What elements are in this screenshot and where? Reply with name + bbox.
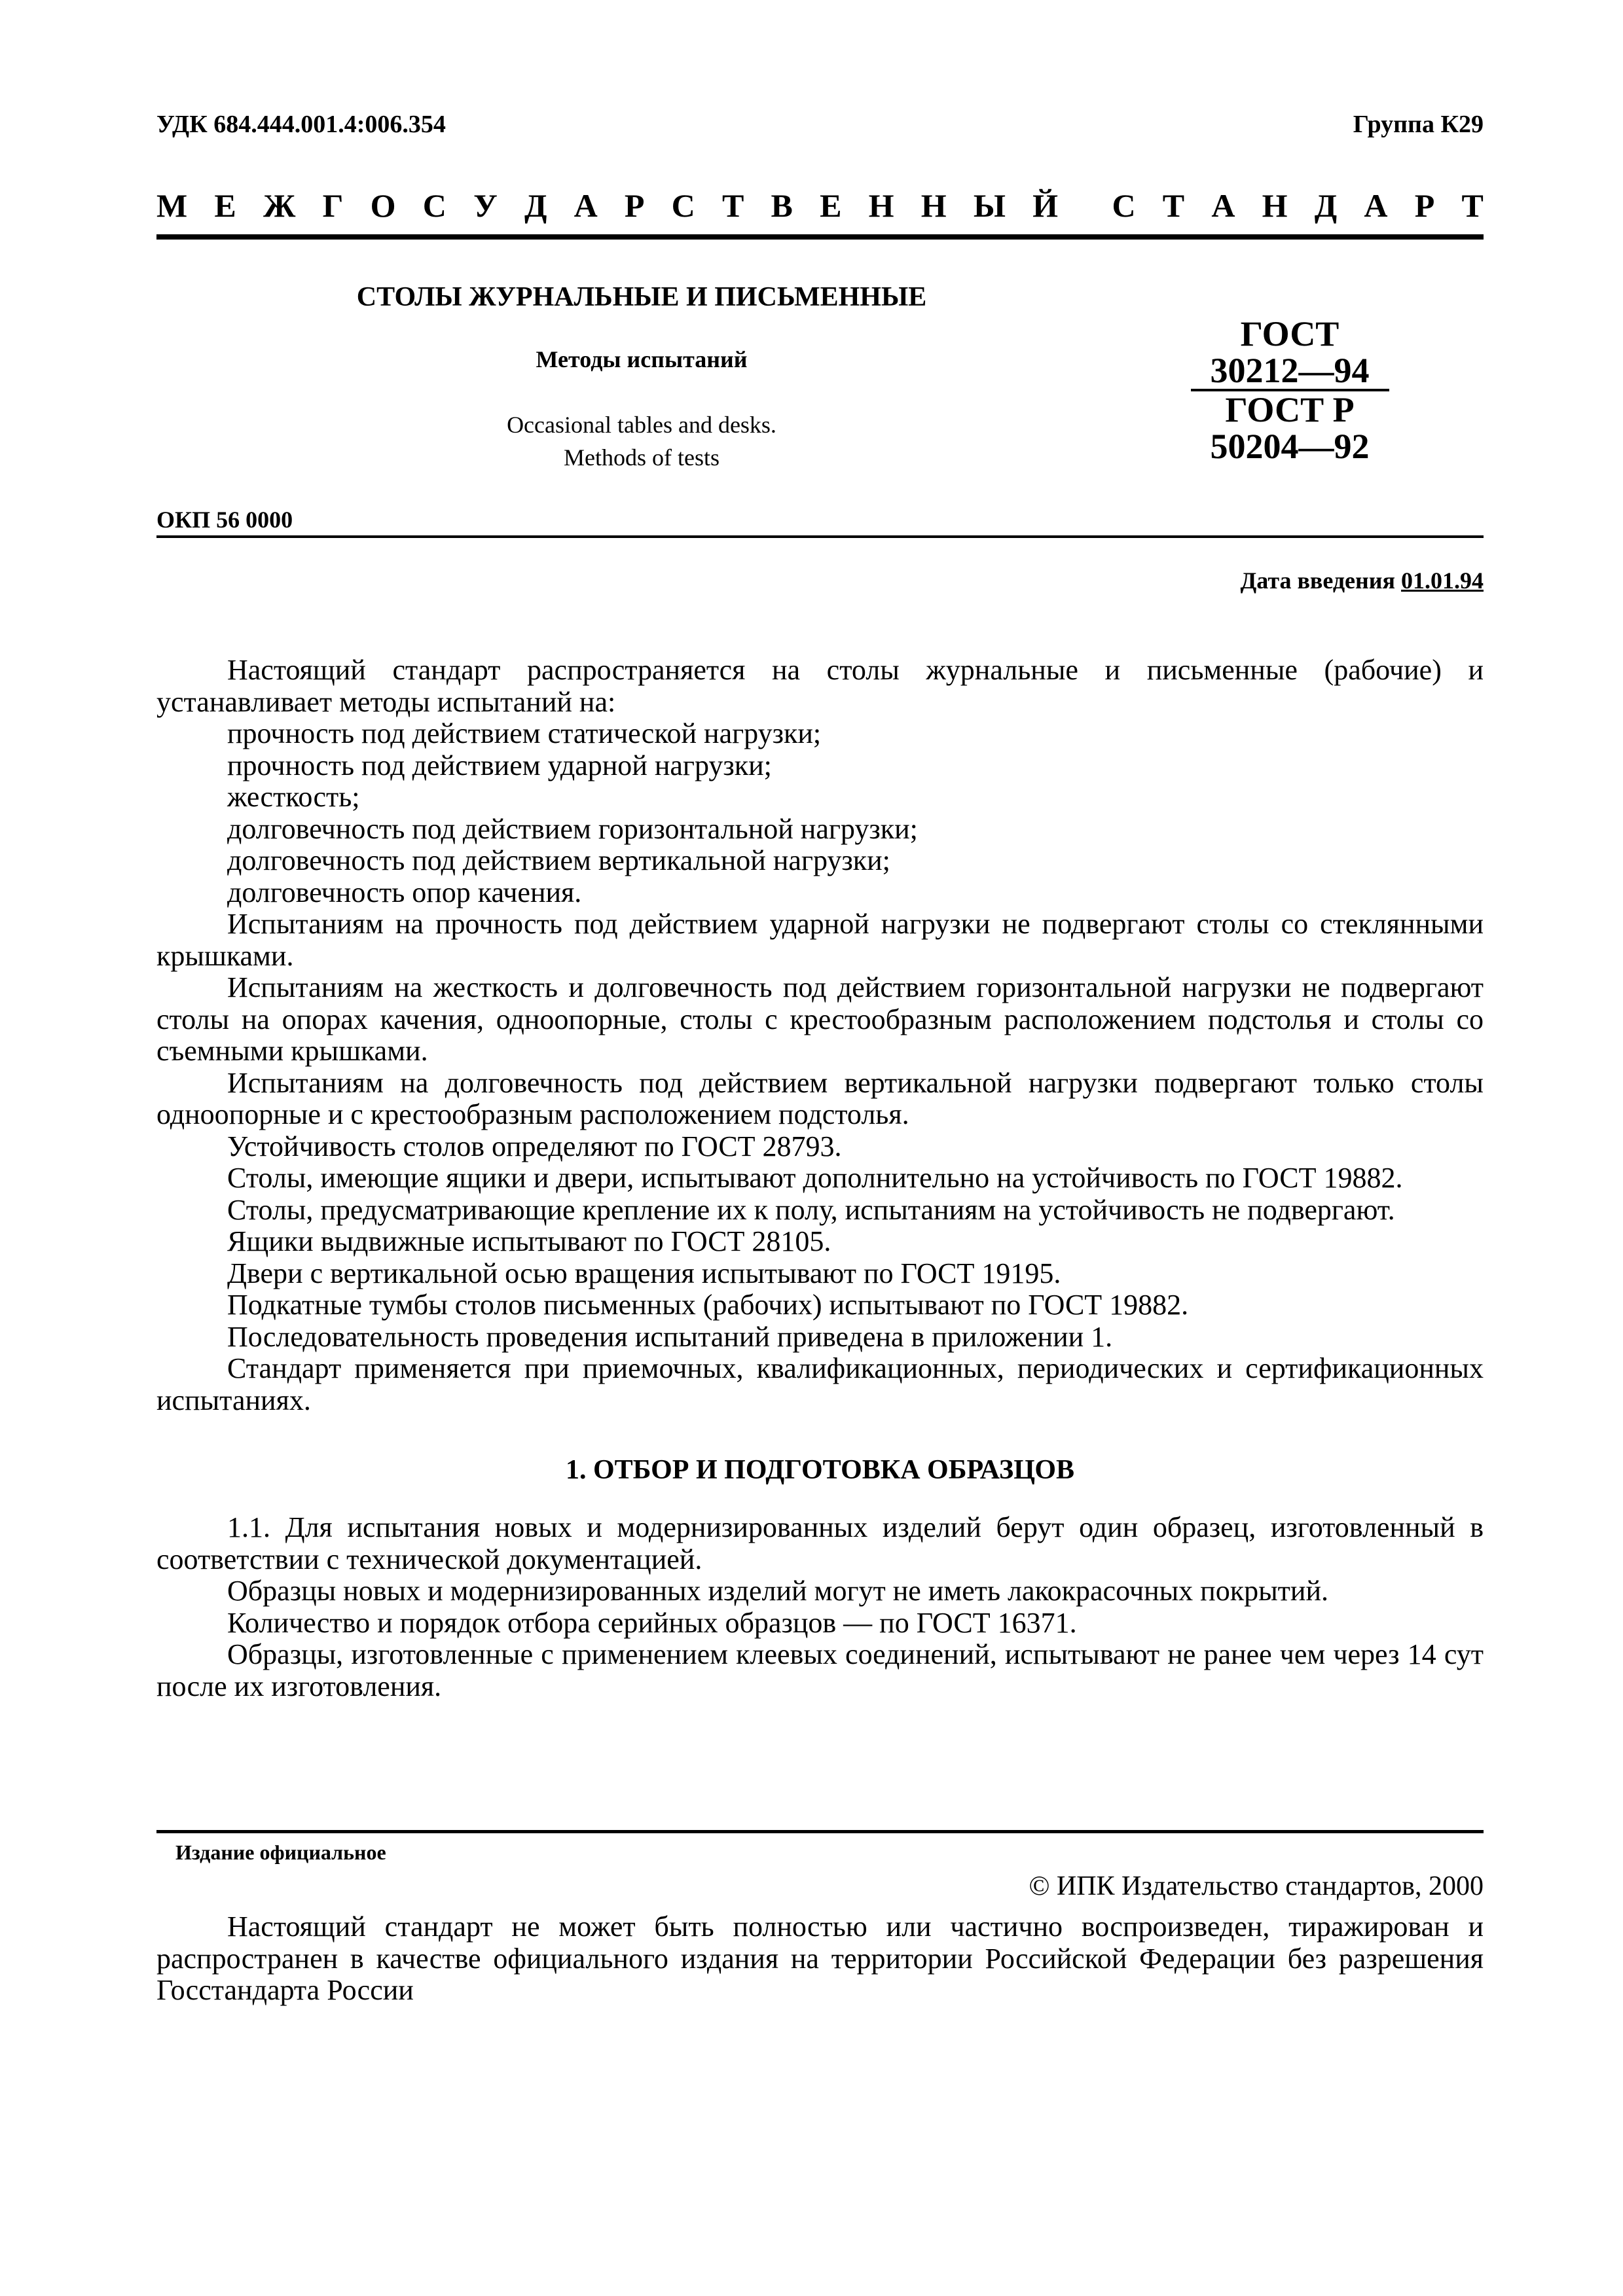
group-code: Группа К29: [1353, 111, 1484, 138]
document-subtitle: Методы испытаний: [536, 346, 748, 372]
section-paragraph: Образцы новых и модернизированных изделий могут не иметь лакокрасочных покрытий.: [227, 1575, 1328, 1607]
okp-rule: [156, 535, 1484, 538]
gost-line: 30212—94: [1191, 352, 1389, 391]
standard-type-letter: С: [1112, 187, 1136, 224]
standard-type-letter: Т: [1461, 187, 1484, 224]
introduction-date: [1241, 567, 1484, 594]
section-body: [156, 1512, 1484, 1702]
edition-label: Издание официальное: [175, 1840, 386, 1864]
body-paragraph: Настоящий стандарт распространяется на столы журнальные и письменные (рабочие) и устанавливает методы испытаний на:: [156, 654, 1484, 718]
body-paragraph: Двери с вертикальной осью вращения испытывают по ГОСТ 19195.: [227, 1257, 1061, 1289]
standard-type-letter: Т: [1162, 187, 1185, 224]
standard-type-letter: О: [370, 187, 396, 224]
section-paragraph: Количество и порядок отбора серийных образцов — по ГОСТ 16371.: [227, 1606, 1077, 1639]
standard-type-letter: С: [422, 187, 447, 224]
standard-type-letter: У: [473, 187, 498, 224]
body-paragraph: Столы, имеющие ящики и двери, испытывают дополнительно на устойчивость по ГОСТ 19882.: [227, 1162, 1403, 1194]
standard-type-letter: Г: [322, 187, 344, 224]
body-paragraph: Испытаниям на жесткость и долговечность под действием горизонтальной нагрузки не подвергают столы на опорах качения, одноопорные, столы с крестообразным расположением подстолья и столы со съемными крышками.: [156, 971, 1484, 1067]
list-item: прочность под действием статической нагрузки;: [227, 717, 822, 749]
standard-type-letter: Н: [868, 187, 894, 224]
introduction-body: [156, 655, 1484, 1416]
footer-rule: [156, 1830, 1484, 1833]
list-item: прочность под действием ударной нагрузки;: [227, 749, 772, 781]
list-item: долговечность под действием вертикальной нагрузки;: [227, 844, 890, 876]
document-title: СТОЛЫ ЖУРНАЛЬНЫЕ И ПИСЬМЕННЫЕ: [356, 282, 927, 312]
copyright-notice: © ИПК Издательство стандартов, 2000: [1029, 1871, 1484, 1901]
list-item: жесткость;: [227, 781, 360, 813]
standard-type-letter: Р: [1414, 187, 1435, 224]
section-paragraph: Образцы, изготовленные с применением клеевых соединений, испытывают не ранее чем через 14 сут после их изготовления.: [156, 1638, 1484, 1702]
gost-line: ГОСТ Р: [1225, 390, 1355, 429]
list-item: долговечность под действием горизонтальной нагрузки;: [227, 812, 918, 845]
body-paragraph: Устойчивость столов определяют по ГОСТ 28793.: [227, 1130, 842, 1162]
english-title: [314, 408, 969, 474]
date-value: 01.01.94: [1401, 567, 1484, 594]
english-title-line: Occasional tables and desks.: [507, 412, 776, 438]
standard-type-heading: [156, 187, 1484, 224]
body-paragraph: Столы, предусматривающие крепление их к полу, испытаниям на устойчивость не подвергают.: [227, 1193, 1395, 1226]
section-title: 1. ОТБОР И ПОДГОТОВКА ОБРАЗЦОВ: [565, 1455, 1075, 1485]
english-title-line: Methods of tests: [564, 444, 720, 471]
standard-type-letter: М: [156, 187, 188, 224]
standard-type-letter: Н: [921, 187, 947, 224]
standard-type-letter: Р: [624, 187, 645, 224]
standard-type-letter: А: [1364, 187, 1388, 224]
standard-type-letter: А: [574, 187, 598, 224]
gost-number-block: [1172, 315, 1408, 465]
standard-type-letter: Е: [214, 187, 236, 224]
body-paragraph: Испытаниям на долговечность под действием вертикальной нагрузки подвергают только столы одноопорные и с крестообразным расположением подстолья.: [156, 1066, 1484, 1130]
standard-type-letter: А: [1211, 187, 1235, 224]
gost-line: 50204—92: [1210, 427, 1370, 466]
body-paragraph: Испытаниям на прочность под действием ударной нагрузки не подвергают столы со стеклянными крышками.: [156, 908, 1484, 972]
standard-type-letter: Н: [1262, 187, 1288, 224]
list-item: долговечность опор качения.: [227, 876, 582, 908]
standard-type-letter: Ж: [263, 187, 296, 224]
section-paragraph: 1.1. Для испытания новых и модернизированных изделий берут один образец, изготовленный в соответствии с технической документацией.: [156, 1511, 1484, 1575]
body-paragraph: Последовательность проведения испытаний приведена в приложении 1.: [227, 1320, 1113, 1353]
standard-type-letter: Д: [1314, 187, 1338, 224]
standard-type-letter: Ы: [973, 187, 1006, 224]
standard-type-letter: Й: [1032, 187, 1059, 224]
standard-type-letter: Т: [721, 187, 744, 224]
okp-code: ОКП 56 0000: [156, 507, 293, 533]
body-paragraph: Подкатные тумбы столов письменных (рабочих) испытывают по ГОСТ 19882.: [227, 1289, 1189, 1321]
body-paragraph: Ящики выдвижные испытывают по ГОСТ 28105.: [227, 1225, 831, 1257]
standard-type-letter: Д: [524, 187, 547, 224]
udk-code: УДК 684.444.001.4:006.354: [156, 111, 446, 138]
body-paragraph: Стандарт применяется при приемочных, квалификационных, периодических и сертификационных испытаниях.: [156, 1352, 1484, 1416]
notice-paragraph: Настоящий стандарт не может быть полностью или частично воспроизведен, тиражирован и распространен в качестве официального издания на территории Российской Федерации без разрешения Госстандарта России: [156, 1910, 1484, 2006]
header-rule: [156, 234, 1484, 240]
standard-type-letter: В: [771, 187, 793, 224]
gost-line: ГОСТ: [1240, 314, 1340, 353]
date-label: Дата введения: [1240, 567, 1395, 594]
reproduction-notice: [156, 1911, 1484, 2007]
standard-type-letter: Е: [820, 187, 842, 224]
standard-type-letter: С: [671, 187, 695, 224]
